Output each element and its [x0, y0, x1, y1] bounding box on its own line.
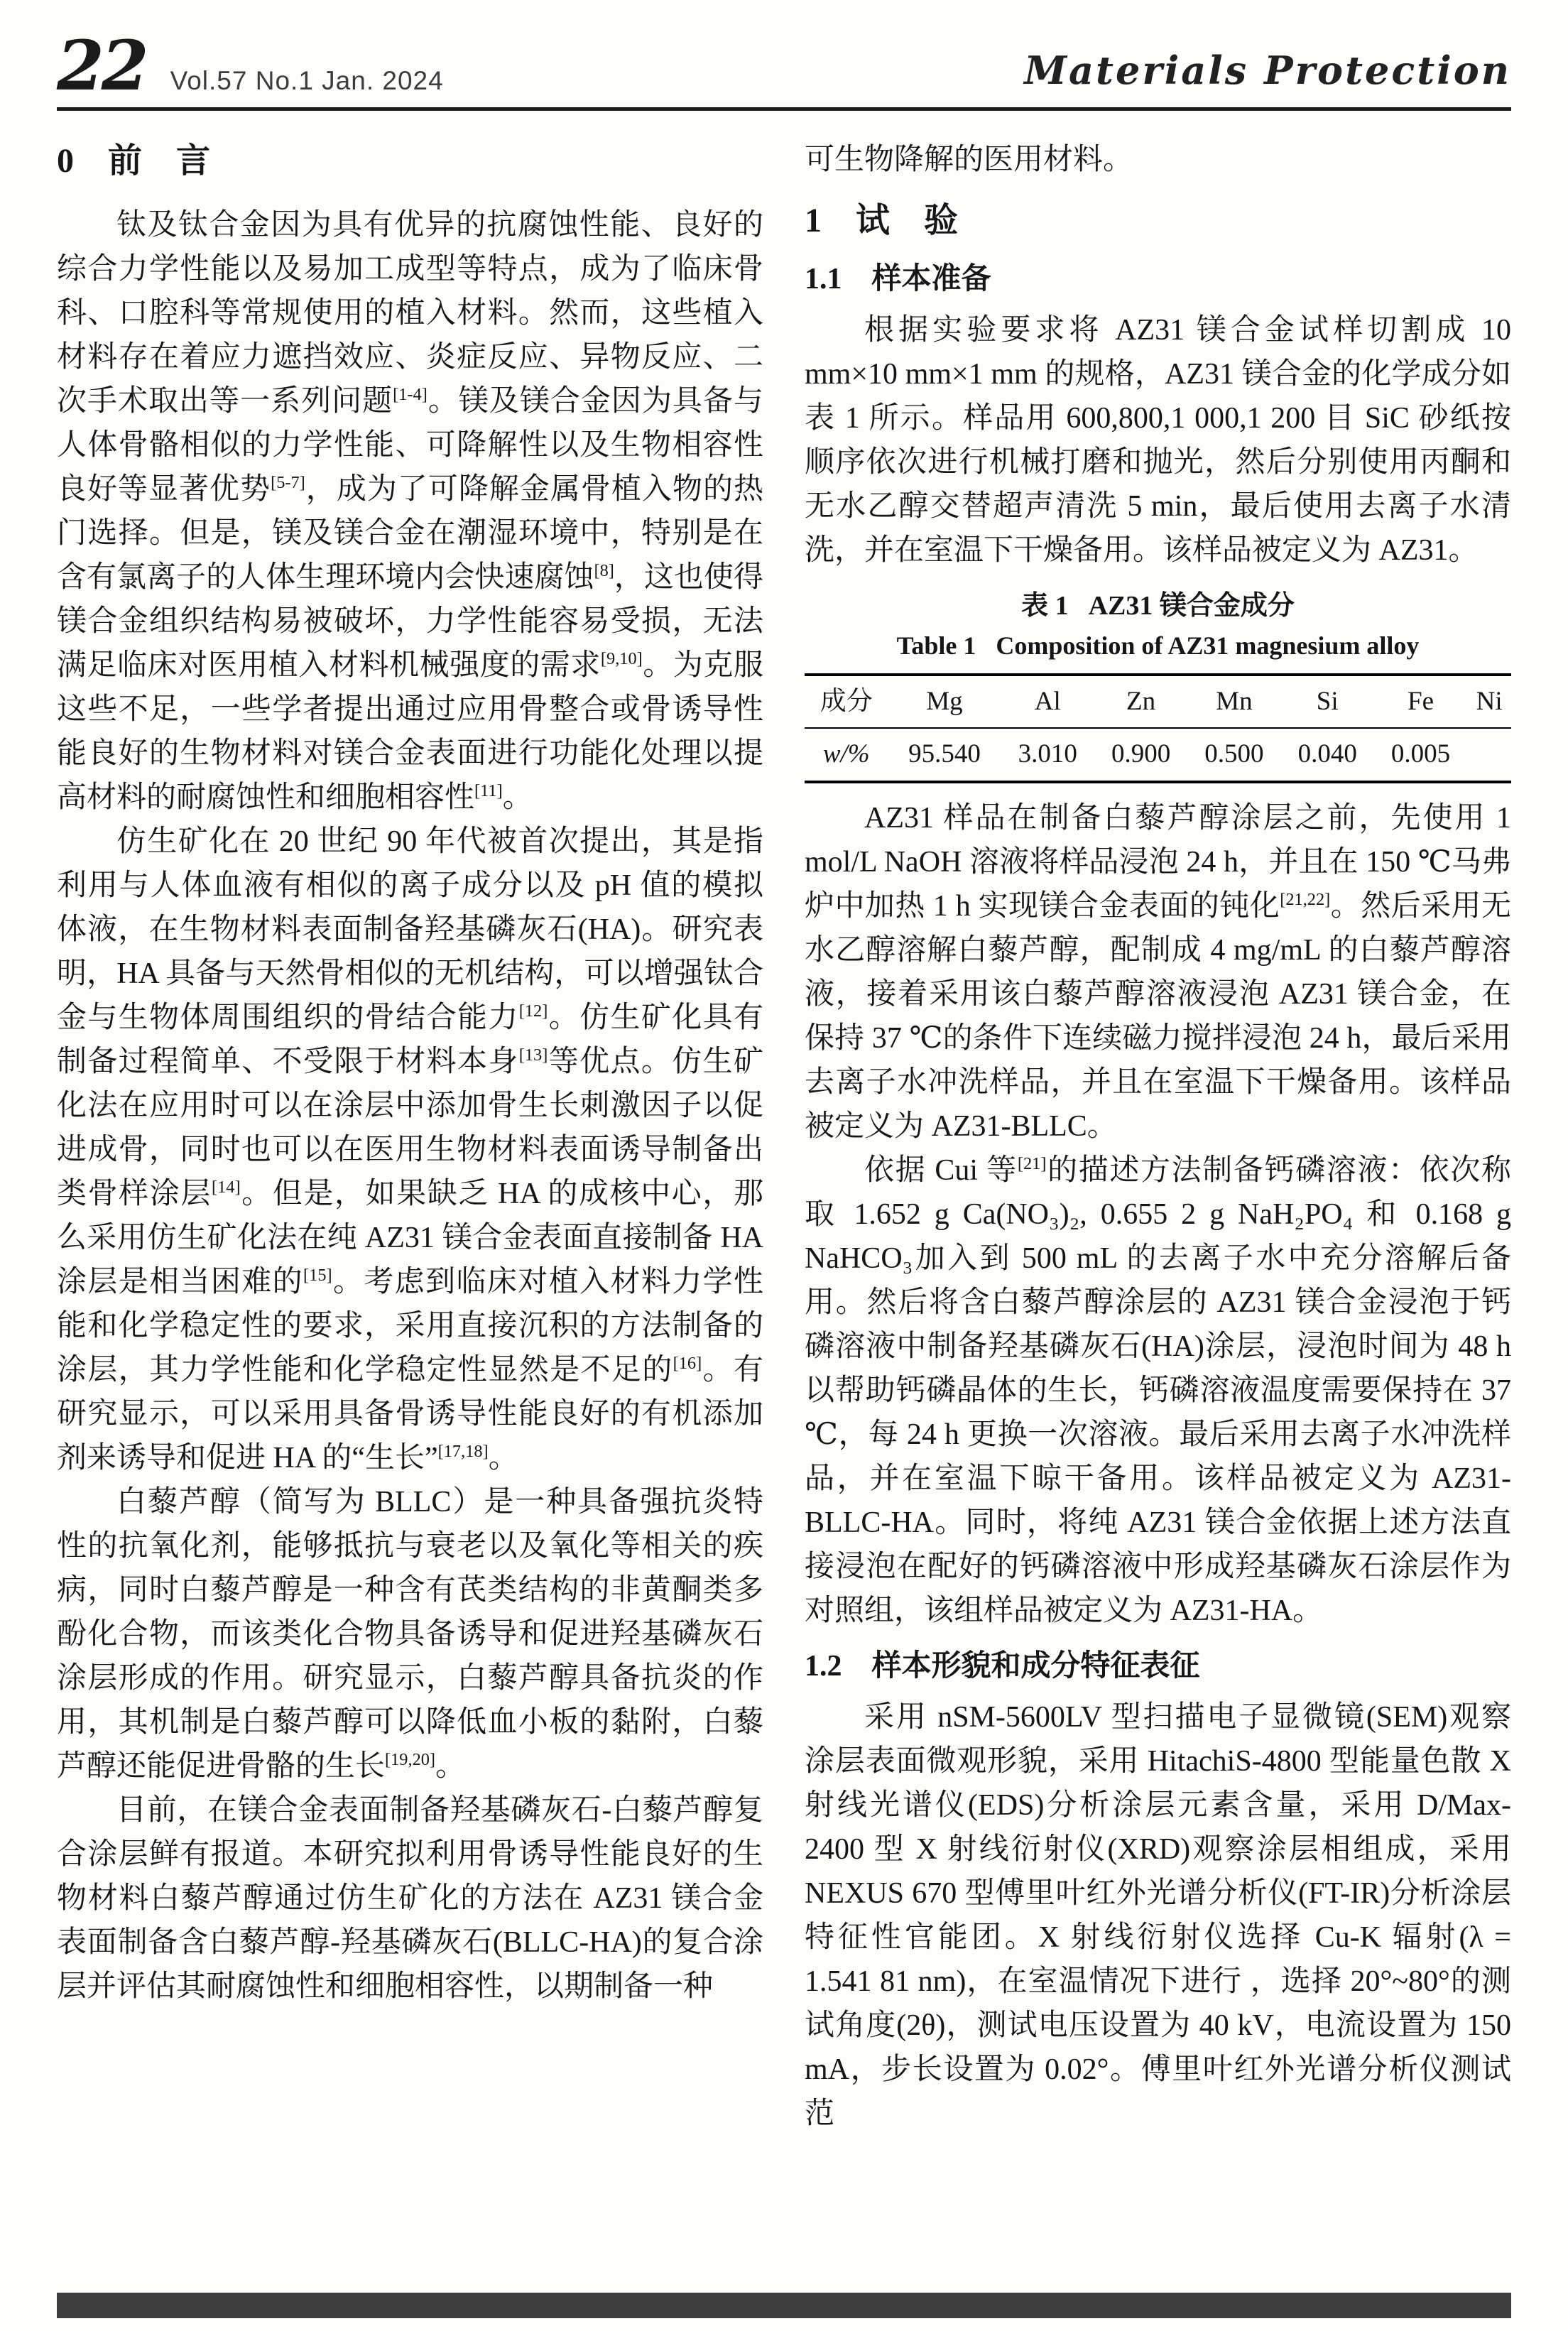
intro-paragraph-2: 仿生矿化在 20 世纪 90 年代被首次提出，其是指利用与人体血液有相似的离子成分以及 pH 值的模拟体液，在生物材料表面制备羟基磷灰石(HA)。研究表明，HA 具备与天然骨相似的无机结构，可以增强钛合金与生物体周围组织的骨结合能力[12]。仿生矿化具有制备过程简单、不受限于材料本身[13]等优点。仿生矿化法在应用时可以在涂层中添加骨生长刺激因子以促进成骨，同时也可以在医用生物材料表面诱导制备出类骨样涂层[14]。但是，如果缺乏 HA 的成核中心，那么采用仿生矿化法在纯 AZ31 镁合金表面直接制备 HA 涂层是相当困难的[15]。考虑到临床对植入材料力学性能和化学稳定性的要求，采用直接沉积的方法制备的涂层，其力学性能和化学稳定性显然是不足的[16]。有研究显示，可以采用具备骨诱导性能良好的有机添加剂来诱导和促进 HA 的“生长”[17,18]。 [57, 825, 763, 1474]
composition-table [805, 673, 1511, 783]
table-caption-en-text: Composition of AZ31 magnesium alloy [996, 631, 1420, 661]
header-left [57, 26, 444, 106]
table-data-cell: 3.010 [1018, 739, 1077, 769]
right-column [805, 138, 1511, 2136]
table-row-label: w/% [822, 739, 870, 769]
table-header-cell: Zn [1094, 675, 1187, 728]
table-data-cell: 0.500 [1204, 739, 1264, 769]
table-caption-zh-label: 表 1 [1021, 591, 1069, 621]
table-caption-zh-text: AZ31 镁合金成分 [1088, 591, 1295, 621]
intro-paragraph-3: 白藜芦醇（简写为 BLLC）是一种具备强抗炎特性的抗氧化剂，能够抵抗与衰老以及氧化等相关的疾病，同时白藜芦醇是一种含有芪类结构的非黄酮类多酚化合物，而该类化合物具备诱导和促进羟基磷灰石涂层形成的作用。研究显示，白藜芦醇具备抗炎的作用，其机制是白藜芦醇可以降低血小板的黏附，白藜芦醇还能促进骨骼的生长[19,20]。 [57, 1485, 763, 1783]
section-heading-experiment: 1 试 验 [805, 202, 959, 239]
table-data-cell: 0.900 [1111, 739, 1171, 769]
page-number: 22 [57, 26, 146, 106]
section-heading-intro: 0 前 言 [57, 142, 211, 180]
intro-paragraph-1: 钛及钛合金因为具有优异的抗腐蚀性能、良好的综合力学性能以及易加工成型等特点，成为了临床骨科、口腔科等常规使用的植入材料。然而，这些植入材料存在着应力遮挡效应、炎症反应、异物反应、二次手术取出等一系列问题[1-4]。镁及镁合金因为具备与人体骨骼相似的力学性能、可降解性以及生物相容性良好等显著优势[5-7]，成为了可降解金属骨植入物的热门选择。但是，镁及镁合金在潮湿环境中，特别是在含有氯离子的人体生理环境内会快速腐蚀[8]，这也使得镁合金组织结构易被破坏，力学性能容易受损，无法满足临床对医用植入材料机械强度的需求[9,10]。为克服这些不足，一些学者提出通过应用骨整合或骨诱导性能良好的生物材料对镁合金表面进行功能化处理以提高材料的耐腐蚀性和细胞相容性[11]。 [57, 208, 763, 814]
subsection-heading-characterization: 1.2 样本形貌和成分特征表征 [805, 1649, 1200, 1683]
left-column [57, 138, 763, 2136]
footer-bar [57, 2293, 1511, 2318]
calcium-phosphate-paragraph: 依据 Cui 等[21]的描述方法制备钙磷溶液：依次称取 1.652 g Ca(NO₃)₂, 0.655 2 g NaH₂PO₄ 和 0.168 g NaHCO₃加入到 500 mL 的去离子水中充分溶解后备用。然后将含白藜芦醇涂层的 AZ31 镁合金浸泡于钙磷溶液中制备羟基磷灰石(HA)涂层，浸泡时间为 48 h 以帮助钙磷晶体的生长，钙磷溶液温度需要保持在 37 ℃，每 24 h 更换一次溶液。最后采用去离子水冲洗样品，并在室温下晾干备用。该样品被定义为 AZ31-BLLC-HA。同时，将纯 AZ31 镁合金依据上述方法直接浸泡在配好的钙磷溶液中形成羟基磷灰石涂层作为对照组，该组样品被定义为 AZ31-HA。 [805, 1153, 1511, 1627]
passivation-paragraph: AZ31 样品在制备白藜芦醇涂层之前，先使用 1 mol/L NaOH 溶液将样品浸泡 24 h，并且在 150 ℃马弗炉中加热 1 h 实现镁合金表面的钝化[21,22]。然后采用无水乙醇溶解白藜芦醇，配制成 4 mg/mL 的白藜芦醇溶液，接着采用该白藜芦醇溶液浸泡 AZ31 镁合金，在保持 37 ℃的条件下连续磁力搅拌浸泡 24 h，最后采用去离子水冲洗样品，并且在室温下干燥备用。该样品被定义为 AZ31-BLLC。 [805, 801, 1511, 1143]
table-header-cell: Mn [1187, 675, 1280, 728]
table-caption-zh [805, 588, 1511, 624]
table-header-cell: Ni [1467, 675, 1511, 728]
table-header-cell: Mg [888, 675, 1001, 728]
page-header [57, 26, 1511, 111]
sample-prep-paragraph: 根据实验要求将 AZ31 镁合金试样切割成 10 mm×10 mm×1 mm 的规格，AZ31 镁合金的化学成分如表 1 所示。样品用 600,800,1 000,1 200 目 SiC 砂纸按顺序依次进行机械打磨和抛光，然后分别使用丙酮和无水乙醇交替超声清洗 5 min，最后使用去离子水清洗，并在室温下干燥备用。该样品被定义为 AZ31。 [805, 314, 1511, 567]
table-data-cell: 95.540 [908, 739, 981, 769]
subsection-heading-sample-prep: 1.1 样本准备 [805, 262, 991, 295]
table-caption-en-label: Table 1 [896, 631, 976, 661]
paragraph-continuation: 可生物降解的医用材料。 [805, 143, 1133, 176]
issue-info: Vol.57 No.1 Jan. 2024 [170, 66, 444, 95]
table-header-cell: 成分 [805, 675, 888, 728]
table-header-cell: Al [1001, 675, 1094, 728]
intro-paragraph-4: 目前，在镁合金表面制备羟基磷灰石-白藜芦醇复合涂层鲜有报道。本研究拟利用骨诱导性能良好的生物材料白藜芦醇通过仿生矿化的方法在 AZ31 镁合金表面制备含白藜芦醇-羟基磷灰石(BLLC-HA)的复合涂层并评估其耐腐蚀性和细胞相容性，以期制备一种 [57, 1793, 763, 2003]
table-data-row [805, 728, 1511, 781]
table-header-cell: Si [1281, 675, 1374, 728]
article-body [57, 138, 1511, 2136]
characterization-paragraph: 采用 nSM-5600LV 型扫描电子显微镜(SEM)观察涂层表面微观形貌，采用 HitachiS-4800 型能量色散 X 射线光谱仪(EDS)分析涂层元素含量，采用 D/Max-2400 型 X 射线衍射仪(XRD)观察涂层相组成，采用 NEXUS 670 型傅里叶红外光谱分析仪(FT-IR)分析涂层特征性官能团。X 射线衍射仪选择 Cu-K 辐射(λ = 1.541 81 nm)，在室温情况下进行 ，选择 20°~80°的测试角度(2θ)，测试电压设置为 40 kV，电流设置为 150 mA，步长设置为 0.02°。傅里叶红外光谱分析仪测试范 [805, 1701, 1511, 2131]
table-caption-en [805, 629, 1511, 663]
table-data-cell: 0.040 [1297, 739, 1357, 769]
table-header-cell: Fe [1374, 675, 1467, 728]
table-header-row [805, 675, 1511, 728]
table-data-cell: 0.005 [1390, 739, 1451, 769]
table-block [805, 588, 1511, 783]
journal-name: Materials Protection [1024, 48, 1511, 93]
